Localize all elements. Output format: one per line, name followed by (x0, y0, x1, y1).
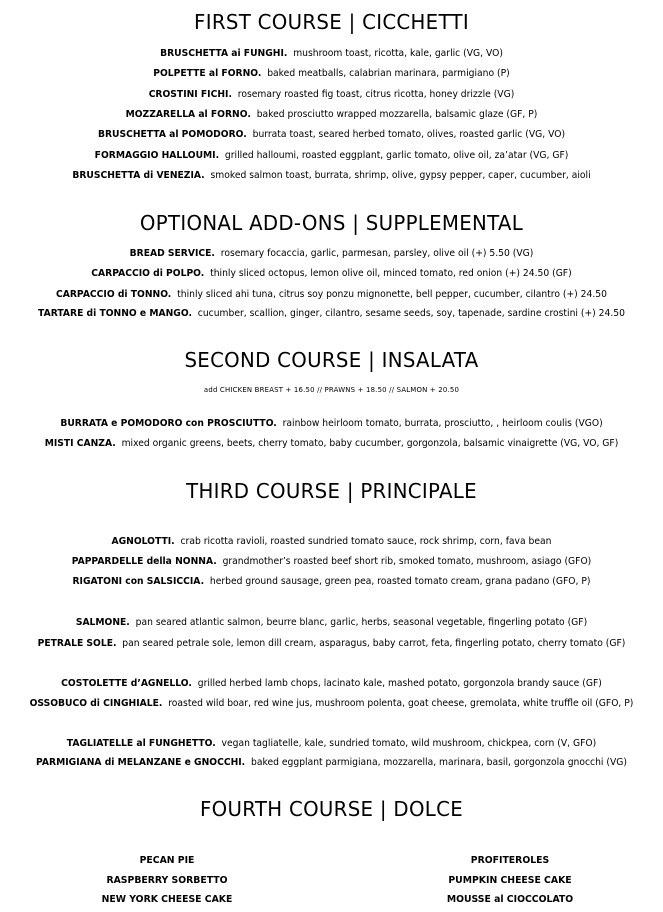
fourth-course-heading: FOURTH COURSE | DOLCE (200, 797, 463, 821)
item-description: baked meatballs, calabrian marinara, parmigiano (P) (267, 68, 510, 79)
item-description: roasted wild boar, red wine jus, mushroom polenta, goat cheese, gremolata, white truffle oil (GFO, P) (168, 698, 634, 709)
menu-item (4, 308, 659, 320)
item-description: grilled halloumi, roasted eggplant, garlic tomato, olive oil, za’atar (VG, GF) (224, 150, 569, 161)
menu-item (4, 757, 659, 769)
item-description: baked prosciutto wrapped mozzarella, balsamic glaze (GF, P) (256, 109, 538, 120)
item-name: BURRATA e POMODORO con PROSCIUTTO. (60, 418, 277, 429)
supplemental-heading: OPTIONAL ADD-ONS | SUPPLEMENTAL (139, 211, 524, 235)
dessert-item: NEW YORK CHEESE CAKE (101, 894, 233, 905)
menu-item (4, 268, 659, 280)
item-description: pan seared atlantic salmon, beurre blanc, garlic, herbs, seasonal vegetable, fingerling potato (GF) (135, 617, 588, 628)
dessert-item: MOUSSE al CIOCCOLATO (446, 894, 574, 905)
menu-item (4, 698, 659, 710)
item-description: cucumber, scallion, ginger, cilantro, sesame seeds, soy, tapenade, sardine crostini (+) 24.50 (197, 308, 625, 319)
item-description: grilled herbed lamb chops, lacinato kale, mashed potato, gorgonzola brandy sauce (GF) (197, 678, 602, 689)
dessert-item: RASPBERRY SORBETTO (106, 875, 228, 886)
item-description: rainbow heirloom tomato, burrata, prosciutto, , heirloom coulis (VGO) (282, 418, 603, 429)
menu-item (4, 289, 659, 301)
item-description: mixed organic greens, beets, cherry tomato, baby cucumber, gorgonzola, balsamic vinaigrette (VG, VO, GF) (121, 438, 619, 449)
menu-item (4, 638, 659, 650)
item-description: grandmother’s roasted beef short rib, smoked tomato, mushroom, asiago (GFO) (222, 556, 592, 567)
menu-item (4, 48, 659, 60)
first-course-heading: FIRST COURSE | CICCHETTI (194, 10, 469, 34)
item-name: BRUSCHETTA ai FUNGHI. (160, 48, 288, 59)
item-description: smoked salmon toast, burrata, shrimp, olive, gypsy pepper, caper, cucumber, aioli (210, 170, 591, 181)
item-name: RIGATONI con SALSICCIA. (72, 576, 205, 587)
menu-item (4, 109, 659, 121)
item-name: TAGLIATELLE al FUNGHETTO. (66, 738, 216, 749)
item-name: PETRALE SOLE. (37, 638, 117, 649)
item-name: COSTOLETTE d’AGNELLO. (61, 678, 192, 689)
item-name: OSSOBUCO di CINGHIALE. (29, 698, 163, 709)
menu-item (4, 129, 659, 141)
third-course-heading: THIRD COURSE | PRINCIPALE (186, 479, 477, 503)
item-name: PARMIGIANA di MELANZANE e GNOCCHI. (36, 757, 246, 768)
salad-add-protein-note: add CHICKEN BREAST + 16.50 // PRAWNS + 18.50 // SALMON + 20.50 (203, 386, 460, 394)
dessert-item: PUMPKIN CHEESE CAKE (448, 875, 572, 886)
item-name: AGNOLOTTI. (111, 536, 175, 547)
menu-item (4, 617, 659, 629)
menu-item (4, 68, 659, 80)
item-name: BRUSCHETTA al POMODORO. (97, 129, 247, 140)
menu-item (4, 438, 659, 450)
item-name: FORMAGGIO HALLOUMI. (94, 150, 220, 161)
item-description: thinly sliced ahi tuna, citrus soy ponzu mignonette, bell pepper, cucumber, cilantro (+) 24.50 (177, 289, 607, 300)
menu-item (4, 170, 659, 182)
item-description: rosemary focaccia, garlic, parmesan, parsley, olive oil (+) 5.50 (VG) (220, 248, 534, 259)
second-course-heading: SECOND COURSE | INSALATA (184, 348, 479, 372)
item-description: baked eggplant parmigiana, mozzarella, marinara, basil, gorgonzola gnocchi (VG) (251, 757, 627, 768)
item-name: TARTARE di TONNO e MANGO. (38, 308, 192, 319)
item-name: CARPACCIO di POLPO. (91, 268, 205, 279)
item-name: POLPETTE al FORNO. (153, 68, 262, 79)
menu-item (4, 536, 659, 548)
item-name: CARPACCIO di TONNO. (56, 289, 172, 300)
menu-item (4, 576, 659, 588)
menu-item (4, 556, 659, 568)
item-description: thinly sliced octopus, lemon olive oil, minced tomato, red onion (+) 24.50 (GF) (210, 268, 572, 279)
item-description: rosemary roasted fig toast, citrus ricotta, honey drizzle (VG) (237, 89, 515, 100)
menu-item (4, 678, 659, 690)
menu-item (4, 738, 659, 750)
menu-item (4, 248, 659, 260)
menu-item (4, 89, 659, 101)
item-name: CROSTINI FICHI. (148, 89, 232, 100)
dessert-item: PECAN PIE (139, 855, 195, 866)
item-description: vegan tagliatelle, kale, sundried tomato, wild mushroom, chickpea, corn (V, GFO) (221, 738, 597, 749)
item-description: pan seared petrale sole, lemon dill cream, asparagus, baby carrot, feta, fingerling potato, cherry tomato (GF) (122, 638, 626, 649)
item-name: SALMONE. (75, 617, 130, 628)
item-description: burrata toast, seared herbed tomato, olives, roasted garlic (VG, VO) (252, 129, 566, 140)
item-name: MISTI CANZA. (44, 438, 116, 449)
item-name: BREAD SERVICE. (129, 248, 215, 259)
menu-item (4, 150, 659, 162)
dessert-item: PROFITEROLES (470, 855, 550, 866)
item-description: herbed ground sausage, green pea, roasted tomato cream, grana padano (GFO, P) (209, 576, 591, 587)
menu-item (4, 418, 659, 430)
item-description: crab ricotta ravioli, roasted sundried tomato sauce, rock shrimp, corn, fava bean (180, 536, 552, 547)
item-name: MOZZARELLA al FORNO. (125, 109, 251, 120)
item-name: BRUSCHETTA di VENEZIA. (72, 170, 205, 181)
item-description: mushroom toast, ricotta, kale, garlic (VG, VO) (293, 48, 503, 59)
item-name: PAPPARDELLE della NONNA. (71, 556, 217, 567)
